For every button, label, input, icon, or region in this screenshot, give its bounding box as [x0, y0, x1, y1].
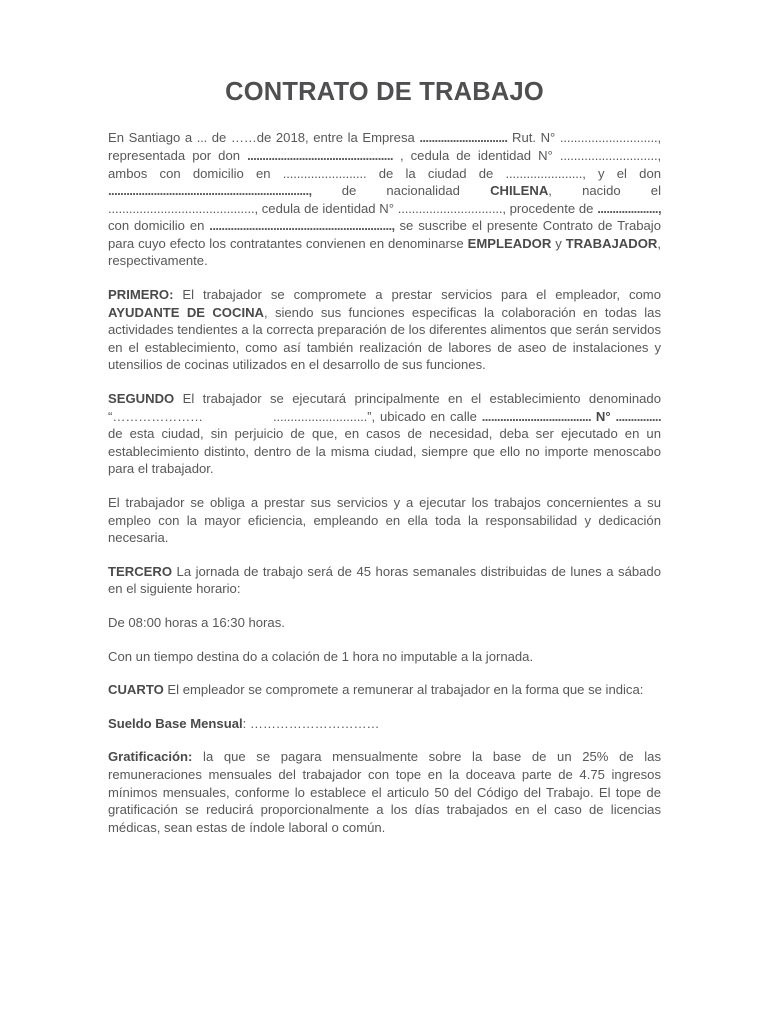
emphasis-run: TERCERO	[108, 563, 173, 579]
text-run: procedente de	[505, 200, 598, 216]
fill-in-blank: ..........................................,	[108, 200, 258, 216]
fill-in-blank: ....................,	[597, 200, 661, 216]
paragraph-clause-primero	[108, 286, 661, 374]
text-run: , cedula de identidad N°	[392, 147, 560, 163]
text-run: de esta ciudad, sin perjuicio de que, en casos de necesidad, deba ser ejecutado en un establecimiento distinto, dentro de la misma ciudad, siempre que ello no importe menoscabo para el trabajador.	[108, 426, 661, 477]
fill-in-blank: ......................,	[505, 165, 586, 181]
fill-in-blank: …………………	[112, 408, 203, 424]
emphasis-run: SEGUNDO	[108, 391, 175, 407]
paragraph-base-salary	[108, 715, 661, 733]
paragraph-preamble	[108, 129, 661, 270]
emphasis-run: CHILENA	[490, 183, 549, 199]
text-run: y	[551, 235, 566, 251]
emphasis-run: EMPLEADOR	[467, 235, 552, 251]
fill-in-blank: ...	[196, 130, 208, 146]
text-run: El trabajador se obliga a prestar sus servicios y a ejecutar los trabajos concernientes a su empleo con la mayor eficiencia, empleando en ella toda la responsabilidad y dedicación necesaria.	[108, 495, 661, 546]
paragraph-container	[108, 129, 661, 836]
fill-in-blank: ……	[230, 130, 257, 146]
emphasis-run: N°	[595, 408, 611, 424]
text-run: de nacionalidad	[311, 183, 491, 199]
paragraph-clause-cuarto	[108, 681, 661, 699]
text-run: ambos con domicilio en	[108, 165, 283, 181]
text-run: , siendo sus funciones especificas la colaboración en todas las actividades tendientes a la correcta preparación de los diferentes alimentos que serán servidos en el establecimiento, como así también realización de labores de aseo de instalaciones y utensilios de cocinas utilizados en el desarrollo de sus funciones.	[108, 304, 661, 373]
text-run: El trabajador se ejecutará principalmente en el establecimiento denominado “	[108, 391, 661, 424]
text-run: ”, ubicado en calle	[367, 408, 482, 424]
fill-in-blank: ...............	[615, 408, 662, 424]
emphasis-run: Sueldo Base Mensual	[108, 715, 243, 731]
fill-in-blank: ............................,	[559, 130, 662, 146]
text-run: de 2018, entre la Empresa	[256, 130, 420, 146]
text-run: La jornada de trabajo será de 45 horas semanales distribuidas de lunes a sábado en el siguiente horario:	[108, 563, 661, 597]
emphasis-run: CUARTO	[108, 682, 164, 698]
fill-in-blank: .............................	[419, 130, 508, 146]
fill-in-blank: ....................................	[481, 408, 592, 424]
paragraph-clause-tercero	[108, 563, 661, 598]
fill-in-blank: ................................................	[247, 147, 393, 163]
text-run: y el don	[585, 165, 662, 181]
paragraph-break-time	[108, 648, 661, 666]
fill-in-blank: ............................................................,	[209, 218, 395, 234]
text-run: , respectivamente.	[108, 235, 661, 269]
paragraph-obligation	[108, 494, 661, 547]
text-run: En Santiago a	[108, 130, 197, 146]
text-run: con domicilio en	[108, 218, 210, 234]
text-run: se suscribe el presente Contrato de Trabajo para cuyo efecto los contratantes convienen en denominarse	[108, 218, 661, 251]
fill-in-blank: ...........................	[272, 408, 368, 424]
document-body	[108, 78, 661, 836]
text-run: El empleador se compromete a remunerar al trabajador en la forma que se indica:	[163, 682, 644, 698]
fill-in-blank: ........................	[282, 165, 367, 181]
text-run: cedula de identidad N°	[257, 200, 398, 216]
emphasis-run: AYUDANTE DE COCINA	[108, 304, 264, 320]
text-run: de la ciudad de	[366, 165, 506, 181]
text-run: El trabajador se compromete a prestar servicios para el empleador, como	[173, 287, 661, 303]
fill-in-blank: ............................,	[559, 147, 661, 163]
fill-in-blank: ..............................,	[397, 200, 506, 216]
text-run: la que se pagara mensualmente sobre la base de un 25% de las remuneraciones mensuales del trabajador con tope en la doceava parte de 4.75 ingresos mínimos mensuales, conforme lo establece el articulo 50 del Código del Trabajo. El tope de gratificación se reducirá proporcionalmente a los días trabajados en el caso de licencias médicas, sean estas de índole laboral o común.	[108, 749, 661, 835]
text-run: :	[242, 715, 250, 731]
text-run: Con un tiempo destina do a colación de 1 hora no imputable a la jornada.	[108, 648, 534, 664]
fill-in-blank: ..................................................................,	[108, 183, 312, 199]
paragraph-bonus	[108, 748, 661, 836]
text-run: , nacido el	[548, 183, 661, 199]
paragraph-clause-segundo	[108, 390, 661, 478]
text-run: De 08:00 horas a 16:30 horas.	[108, 614, 285, 630]
paragraph-schedule	[108, 614, 661, 632]
text-run: Rut. N°	[507, 130, 560, 146]
emphasis-run: PRIMERO:	[108, 287, 174, 303]
text-run: representada por don	[108, 147, 248, 163]
emphasis-run: Gratificación:	[108, 749, 193, 765]
text-run: de	[207, 130, 231, 146]
fill-in-blank: …………………………	[249, 715, 380, 731]
page-title: CONTRATO DE TRABAJO	[225, 78, 544, 106]
emphasis-run: TRABAJADOR	[565, 235, 658, 251]
